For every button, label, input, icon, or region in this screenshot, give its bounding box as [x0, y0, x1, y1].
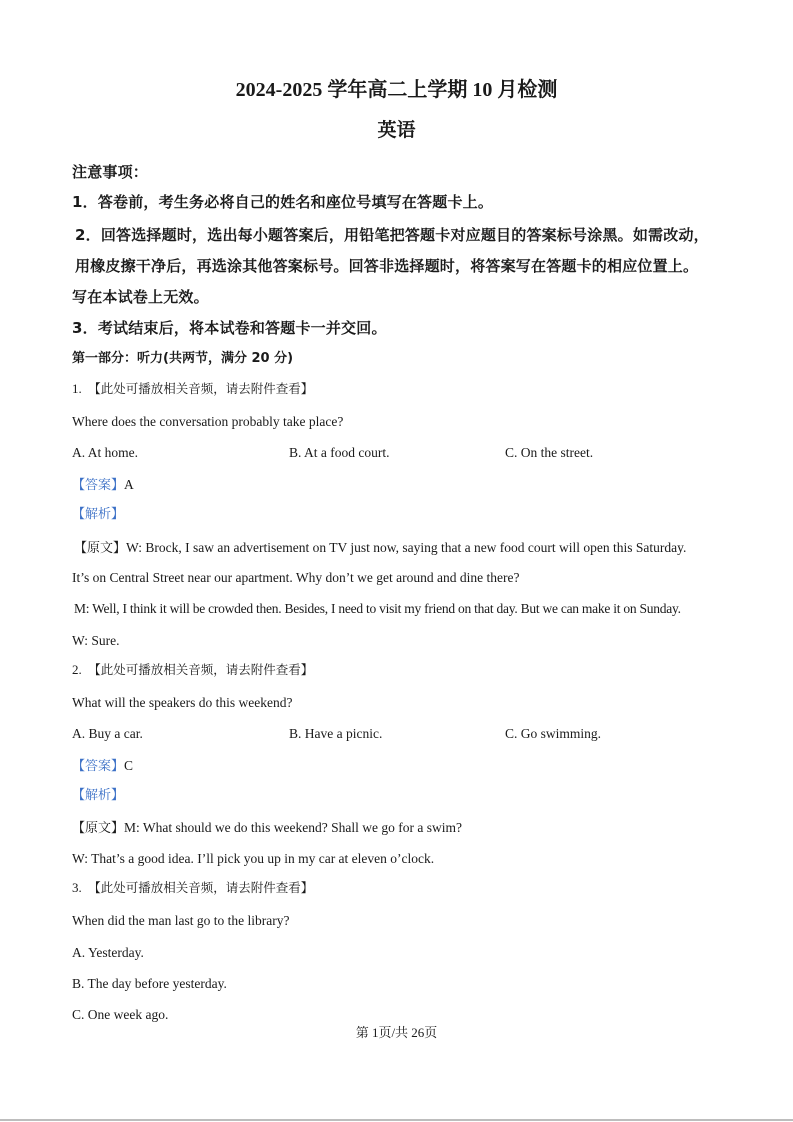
notice-item-1: 1．答卷前，考生务必将自己的姓名和座位号填写在答题卡上。 [72, 193, 494, 211]
answer-value: C [124, 758, 134, 773]
question-1-header [72, 380, 313, 398]
section-title: 第一部分：听力(共两节，满分 20 分) [72, 351, 294, 366]
question-2-header [72, 661, 313, 679]
notice-item-3: 3．考试结束后，将本试卷和答题卡一并交回。 [72, 319, 387, 337]
page-number: 第 1页/共 26页 [355, 1025, 438, 1040]
bottom-divider [0, 1119, 793, 1121]
notice-heading: 注意事项： [72, 163, 149, 181]
exam-title: 2024-2025 学年高二上学期 10 月检测 [235, 79, 558, 101]
question-2-option-c: C. Go swimming. [505, 726, 602, 741]
question-1-option-a: A. At home. [72, 445, 138, 460]
question-2-stem: What will the speakers do this weekend? [72, 695, 293, 710]
question-1-transcript-line-3: M: Well, I think it will be crowded then. Besides, I need to visit my friend on that day. But we can make it on Sunday. [74, 601, 681, 616]
question-3-option-a: A. Yesterday. [72, 945, 144, 960]
question-3-option-c: C. One week ago. [72, 1007, 169, 1022]
question-1-analysis [72, 505, 124, 524]
question-1-option-b: B. At a food court. [289, 445, 390, 460]
notice-item-2-line-2: 用橡皮擦干净后，再选涂其他答案标号。回答非选择题时，将答案写在答题卡的相应位置上。 [75, 257, 699, 275]
transcript-text: M: What should we do this weekend? Shall we go for a swim? [124, 820, 462, 835]
question-3-header [72, 879, 313, 897]
question-1-answer [72, 476, 134, 495]
question-2-transcript-line-2: W: That’s a good idea. I’ll pick you up in my car at eleven o’clock. [72, 851, 435, 866]
question-2-option-a: A. Buy a car. [72, 726, 143, 741]
exam-subject: 英语 [377, 120, 416, 141]
question-number: 1. [72, 381, 82, 396]
question-3-stem: When did the man last go to the library? [72, 913, 290, 928]
audio-placeholder: 【此处可播放相关音频，请去附件查看】 [88, 662, 314, 677]
question-2-analysis [72, 786, 124, 805]
analysis-tag: 【解析】 [72, 507, 125, 522]
answer-tag: 【答案】 [72, 478, 125, 493]
original-tag: 【原文】 [74, 541, 127, 556]
analysis-tag: 【解析】 [72, 788, 125, 803]
audio-placeholder: 【此处可播放相关音频，请去附件查看】 [88, 381, 314, 396]
question-3-option-b: B. The day before yesterday. [72, 976, 227, 991]
question-1-option-c: C. On the street. [505, 445, 594, 460]
audio-placeholder: 【此处可播放相关音频，请去附件查看】 [88, 880, 314, 895]
question-1-transcript-line-2: It’s on Central Street near our apartment. Why don’t we get around and dine there? [72, 570, 520, 585]
answer-tag: 【答案】 [72, 759, 125, 774]
answer-value: A [124, 477, 134, 492]
question-1-stem: Where does the conversation probably take place? [72, 414, 344, 429]
question-number: 3. [72, 880, 82, 895]
question-number: 2. [72, 662, 82, 677]
original-tag: 【原文】 [72, 821, 125, 836]
notice-item-2-line-3: 写在本试卷上无效。 [72, 288, 209, 306]
transcript-text: W: Brock, I saw an advertisement on TV just now, saying that a new food court will open this Saturday. [126, 540, 687, 555]
question-2-option-b: B. Have a picnic. [289, 726, 383, 741]
question-2-answer [72, 757, 133, 776]
question-2-transcript-line-1 [72, 819, 462, 838]
question-1-transcript-line-1 [74, 539, 686, 558]
notice-item-2-line-1: 2．回答选择题时，选出每小题答案后，用铅笔把答题卡对应题目的答案标号涂黑。如需改动， [75, 226, 709, 244]
question-1-transcript-line-4: W: Sure. [72, 633, 120, 648]
